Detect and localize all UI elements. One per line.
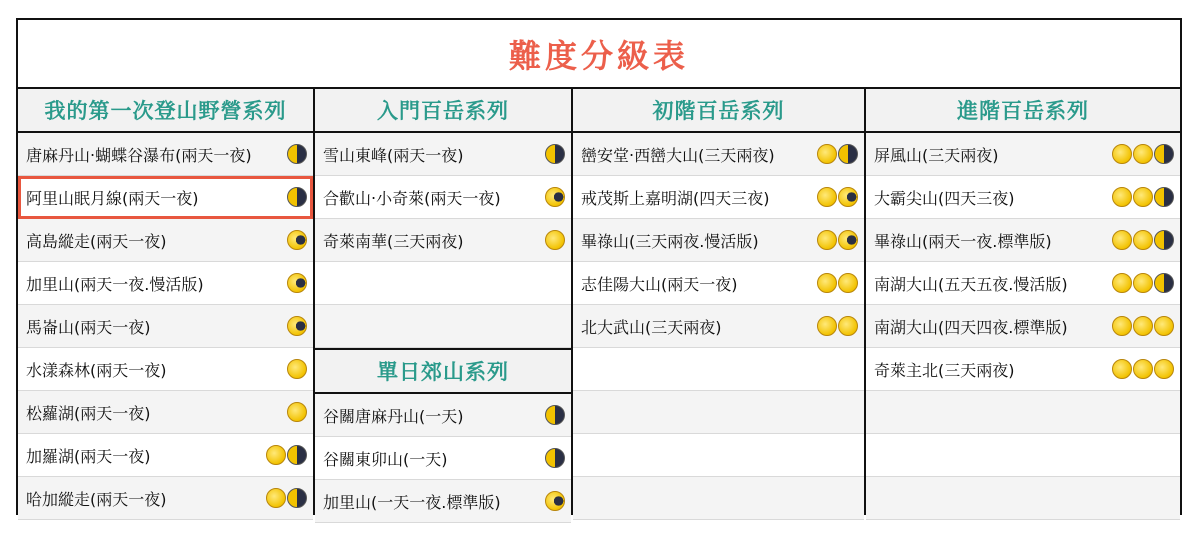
column-header [573, 89, 864, 133]
half-moon-icon [838, 144, 858, 164]
column-beginner-camping [18, 89, 315, 513]
half-moon-icon [545, 448, 565, 468]
table-row[interactable] [573, 305, 864, 348]
full-moon-icon [1112, 230, 1132, 250]
table-row[interactable] [18, 176, 313, 219]
trip-name: 阿里山眠月線(兩天一夜) [26, 188, 199, 208]
gibbous-moon-icon [287, 316, 307, 336]
difficulty-rating [266, 445, 307, 465]
full-moon-icon [1112, 316, 1132, 336]
full-moon-icon [1133, 273, 1153, 293]
trip-name: 巒安堂‧西巒大山(三天兩夜) [581, 145, 775, 165]
difficulty-rating [287, 144, 307, 164]
table-row[interactable] [18, 219, 313, 262]
difficulty-rating [817, 187, 858, 207]
trip-name: 水漾森林(兩天一夜) [26, 360, 167, 380]
full-moon-icon [1112, 359, 1132, 379]
table-row[interactable] [573, 176, 864, 219]
empty-row [315, 305, 571, 348]
difficulty-rating [1112, 359, 1174, 379]
full-moon-icon [1133, 144, 1153, 164]
column-header-label: 初階百岳系列 [652, 99, 785, 123]
full-moon-icon [545, 230, 565, 250]
table-row[interactable] [18, 391, 313, 434]
difficulty-rating [545, 187, 565, 207]
table-row[interactable] [315, 394, 571, 437]
half-moon-icon [287, 488, 307, 508]
column-intro-peaks [315, 89, 573, 513]
gibbous-moon-icon [545, 187, 565, 207]
full-moon-icon [838, 316, 858, 336]
table-row[interactable] [315, 437, 571, 480]
half-moon-icon [1154, 230, 1174, 250]
table-row[interactable] [18, 305, 313, 348]
full-moon-icon [838, 273, 858, 293]
half-moon-icon [545, 405, 565, 425]
half-moon-icon [545, 144, 565, 164]
trip-name: 屏風山(三天兩夜) [874, 145, 999, 165]
column-header [18, 89, 313, 133]
sub-header-label: 單日郊山系列 [377, 360, 509, 384]
table-row[interactable] [866, 219, 1180, 262]
table-row[interactable] [573, 262, 864, 305]
trip-name: 畢祿山(兩天一夜.標準版) [874, 231, 1052, 251]
difficulty-rating [545, 405, 565, 425]
full-moon-icon [1133, 187, 1153, 207]
full-moon-icon [287, 402, 307, 422]
empty-row [573, 391, 864, 434]
difficulty-rating [1112, 187, 1174, 207]
full-moon-icon [1133, 230, 1153, 250]
trip-name: 唐麻丹山‧蝴蝶谷瀑布(兩天一夜) [26, 145, 252, 165]
difficulty-rating [817, 273, 858, 293]
half-moon-icon [1154, 273, 1174, 293]
full-moon-icon [266, 445, 286, 465]
difficulty-rating [287, 359, 307, 379]
trip-name: 戒茂斯上嘉明湖(四天三夜) [581, 188, 770, 208]
column-basic-peaks [573, 89, 866, 513]
full-moon-icon [817, 187, 837, 207]
gibbous-moon-icon [838, 230, 858, 250]
column-header-label: 我的第一次登山野營系列 [44, 99, 287, 123]
difficulty-rating [1112, 230, 1174, 250]
trip-name: 加里山(一天一夜.標準版) [323, 492, 501, 512]
sub-header [315, 348, 571, 394]
full-moon-icon [817, 273, 837, 293]
full-moon-icon [1133, 359, 1153, 379]
table-row[interactable] [866, 305, 1180, 348]
difficulty-rating [287, 316, 307, 336]
difficulty-rating [817, 316, 858, 336]
half-moon-icon [1154, 144, 1174, 164]
table-row[interactable] [18, 133, 313, 176]
table-row[interactable] [866, 262, 1180, 305]
trip-name: 谷關唐麻丹山(一天) [323, 406, 464, 426]
trip-name: 志佳陽大山(兩天一夜) [581, 274, 738, 294]
column-header-label: 入門百岳系列 [377, 99, 509, 123]
difficulty-rating [1112, 316, 1174, 336]
half-moon-icon [287, 144, 307, 164]
trip-name: 南湖大山(四天四夜.標準版) [874, 317, 1068, 337]
trip-name: 畢祿山(三天兩夜.慢活版) [581, 231, 759, 251]
full-moon-icon [266, 488, 286, 508]
full-moon-icon [1154, 359, 1174, 379]
difficulty-rating [1112, 273, 1174, 293]
empty-row [573, 434, 864, 477]
trip-name: 谷關東卯山(一天) [323, 449, 448, 469]
trip-name: 奇萊南華(三天兩夜) [323, 231, 464, 251]
trip-name: 雪山東峰(兩天一夜) [323, 145, 464, 165]
full-moon-icon [1154, 316, 1174, 336]
difficulty-rating [817, 144, 858, 164]
difficulty-rating [287, 230, 307, 250]
table-row[interactable] [866, 176, 1180, 219]
difficulty-rating [266, 488, 307, 508]
table-row[interactable] [18, 348, 313, 391]
difficulty-table [16, 18, 1182, 515]
gibbous-moon-icon [545, 491, 565, 511]
trip-name: 南湖大山(五天五夜.慢活版) [874, 274, 1068, 294]
table-row[interactable] [866, 348, 1180, 391]
difficulty-rating [1112, 144, 1174, 164]
trip-name: 合歡山‧小奇萊(兩天一夜) [323, 188, 501, 208]
empty-row [866, 434, 1180, 477]
difficulty-rating [817, 230, 858, 250]
table-row[interactable] [18, 434, 313, 477]
column-header [315, 89, 571, 133]
trip-name: 北大武山(三天兩夜) [581, 317, 722, 337]
table-row[interactable] [866, 133, 1180, 176]
full-moon-icon [1112, 273, 1132, 293]
empty-row [573, 348, 864, 391]
empty-row [573, 477, 864, 520]
trip-name: 哈加縱走(兩天一夜) [26, 489, 167, 509]
table-row[interactable] [18, 262, 313, 305]
trip-name: 加里山(兩天一夜.慢活版) [26, 274, 204, 294]
column-header-label: 進階百岳系列 [957, 99, 1089, 123]
table-row[interactable] [315, 219, 571, 262]
empty-row [315, 262, 571, 305]
full-moon-icon [1133, 316, 1153, 336]
difficulty-rating [287, 402, 307, 422]
trip-name: 大霸尖山(四天三夜) [874, 188, 1015, 208]
difficulty-rating [545, 491, 565, 511]
trip-name: 松蘿湖(兩天一夜) [26, 403, 151, 423]
full-moon-icon [1112, 144, 1132, 164]
half-moon-icon [287, 187, 307, 207]
difficulty-rating [545, 448, 565, 468]
half-moon-icon [287, 445, 307, 465]
table-row[interactable] [573, 219, 864, 262]
full-moon-icon [287, 359, 307, 379]
table-row[interactable] [315, 480, 571, 523]
full-moon-icon [817, 230, 837, 250]
trip-name: 馬崙山(兩天一夜) [26, 317, 151, 337]
gibbous-moon-icon [838, 187, 858, 207]
trip-name: 奇萊主北(三天兩夜) [874, 360, 1015, 380]
difficulty-rating [545, 230, 565, 250]
table-row[interactable] [315, 176, 571, 219]
empty-row [866, 477, 1180, 520]
gibbous-moon-icon [287, 230, 307, 250]
page-title: 難度分級表 [508, 36, 689, 75]
trip-name: 加羅湖(兩天一夜) [26, 446, 151, 466]
gibbous-moon-icon [287, 273, 307, 293]
column-header [866, 89, 1180, 133]
difficulty-rating [545, 144, 565, 164]
half-moon-icon [1154, 187, 1174, 207]
empty-row [866, 391, 1180, 434]
table-row[interactable] [315, 133, 571, 176]
table-row[interactable] [573, 133, 864, 176]
full-moon-icon [1112, 187, 1132, 207]
difficulty-rating [287, 187, 307, 207]
table-row[interactable] [18, 477, 313, 520]
column-advanced-peaks [866, 89, 1180, 513]
full-moon-icon [817, 316, 837, 336]
title-bar [18, 20, 1180, 89]
full-moon-icon [817, 144, 837, 164]
trip-name: 高島縱走(兩天一夜) [26, 231, 167, 251]
difficulty-rating [287, 273, 307, 293]
